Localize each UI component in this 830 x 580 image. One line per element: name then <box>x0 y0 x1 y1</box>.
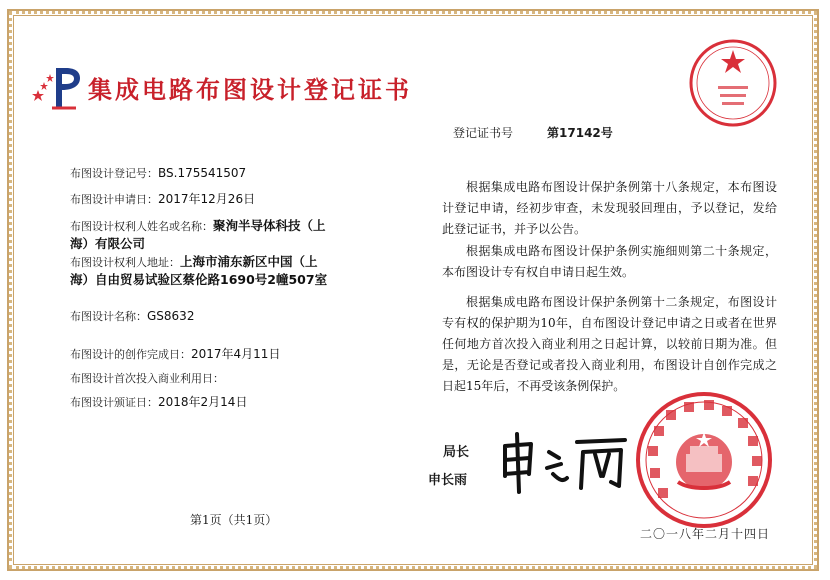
director-title: 局长 <box>443 445 470 460</box>
paragraph-text-2: 根据集成电路布图设计保护条例实施细则第二十条规定，本布图设计专有权自申请日起生效。 <box>442 244 777 279</box>
address-row <box>70 253 318 272</box>
design-name-label: 布图设计名称： <box>70 310 147 323</box>
owner-value-line2: 海）有限公司 <box>70 236 146 251</box>
cnipa-logo-icon <box>32 60 84 112</box>
handwritten-signature <box>497 428 632 498</box>
creation-date-value: 2017年4月11日 <box>191 347 281 361</box>
paragraph-text-3: 根据集成电路布图设计保护条例第十二条规定，布图设计专有权的保护期为10年，自布图设计登记申请之日或者在世界任何地方首次投入商业利用之日起计算，以较前日期为准。但是，无论是否登记或者投入商业利用，布图设计自创作完成之日起15年后，不再受该条例保护。 <box>442 295 777 393</box>
legal-paragraph-3 <box>442 292 777 397</box>
owner-row <box>70 217 326 236</box>
filing-date-value: 2017年12月26日 <box>158 192 256 206</box>
issue-date-chinese: 二〇一八年二月十四日 <box>640 527 771 541</box>
issue-date-label: 布图设计颁证日： <box>70 396 158 409</box>
issue-date-value: 2018年2月14日 <box>158 395 248 409</box>
filing-date-row <box>70 190 255 209</box>
page-number: 第1页（共1页） <box>190 513 278 527</box>
address-value-line1: 上海市浦东新区中国（上 <box>180 254 318 269</box>
issue-date-row <box>70 393 247 412</box>
design-number-label: 布图设计登记号： <box>70 167 158 180</box>
address-label: 布图设计权利人地址： <box>70 256 180 269</box>
legal-paragraph-1 <box>442 177 777 240</box>
owner-label: 布图设计权利人姓名或名称： <box>70 220 213 233</box>
commercial-date-row <box>70 369 224 388</box>
owner-value-line1: 聚洵半导体科技（上 <box>213 218 326 233</box>
address-row-cont <box>70 271 327 289</box>
design-name-row <box>70 307 194 326</box>
national-ip-seal-icon <box>634 390 774 530</box>
owner-row-cont <box>70 235 145 253</box>
design-number-row <box>70 164 246 183</box>
design-number-value: BS.175541507 <box>158 166 247 180</box>
design-name-value: GS8632 <box>147 309 195 323</box>
creation-date-label: 布图设计的创作完成日： <box>70 348 191 361</box>
filing-date-label: 布图设计申请日： <box>70 193 158 206</box>
certificate-title: 集成电路布图设计登记证书 <box>88 76 412 104</box>
certificate-number-value: 第17142号 <box>547 126 613 140</box>
office-seal-icon <box>688 38 778 128</box>
director-name: 申长雨 <box>428 473 468 488</box>
legal-paragraph-2 <box>442 241 777 283</box>
paragraph-text-1: 根据集成电路布图设计保护条例第十八条规定，本布图设计登记申请，经初步审查，未发现驳回理由，予以登记，发给此登记证书，并予以公告。 <box>442 180 777 236</box>
creation-date-row <box>70 345 280 364</box>
certificate-number <box>453 124 613 141</box>
address-value-line2: 海）自由贸易试验区蔡伦路1690号2幢507室 <box>70 272 328 287</box>
certificate-number-label: 登记证书号 <box>453 126 514 140</box>
commercial-date-label: 布图设计首次投入商业利用日： <box>70 372 224 385</box>
